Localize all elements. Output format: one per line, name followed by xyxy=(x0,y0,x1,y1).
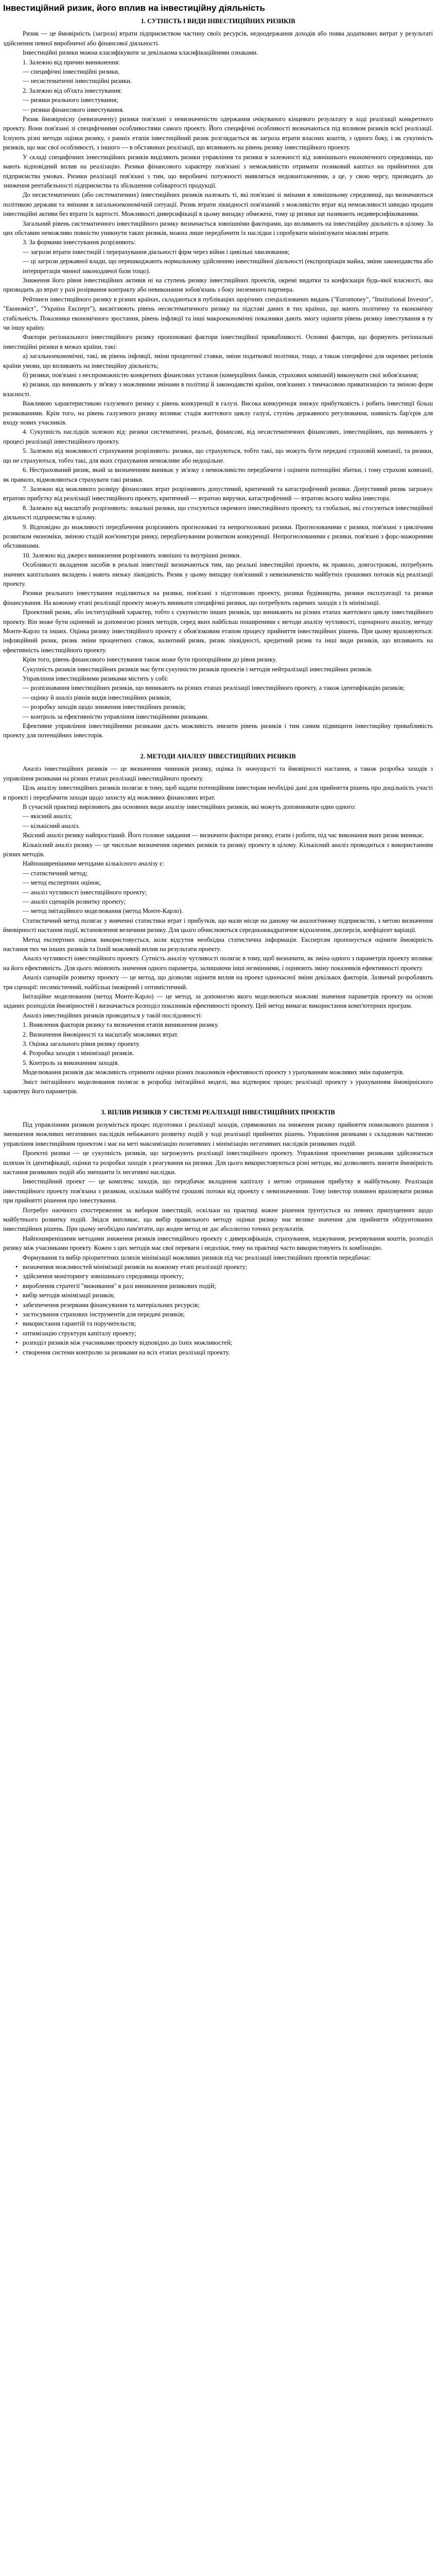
bullet-item: • створення системи контролю за ризиками на всіх етапах реалізації проекту. xyxy=(3,1348,433,1357)
paragraph: 10. Залежно від джерел виникнення розрізняють зовнішні та внутрішні ризики. xyxy=(23,551,241,559)
section-heading: 2. МЕТОДИ АНАЛІЗУ ІНВЕСТИЦІЙНИХ РИЗИКІВ xyxy=(140,752,296,760)
document-title: Інвестиційний ризик, його вплив на інвестиційну діяльність xyxy=(3,3,265,13)
paragraph: До несистематичних (або систематичних) інвестиційних ризиків належать ті, які пов'язані зі змінами в зовнішньому середовищі, що визначаються політикою держави та змінами в загальноекономічній ситуації. Ризик втрати ліквідності пов'язаний з можливістю втрат від неможливості швидко продати інвестиційні активи без втрати їх вартості. Можливості диверсифікації в цьому випадку обмежені, тому ці ризики ще називають недиверсифікованими. xyxy=(3,191,433,218)
paragraph: Статистичний метод полягає у вивченні статистики втрат і прибутків, що мали місце на даному чи аналогічному підприємстві, з метою визначення ймовірності настання події, встановлення величини ризику. Для цього обчислюються середньоквадратичне відхилення, дисперсія, коефіцієнт варіації. xyxy=(3,917,433,934)
paragraph: Ризик — це ймовірність (загроза) втрати підприємством частину своїх ресурсів, недоодержання доходів або поява додаткових витрат у результаті здійснення певної виробничої або фінансової діяльності. xyxy=(3,30,433,47)
list-item: — ризики фінансового інвестування. xyxy=(23,106,125,113)
paragraph: Формування та вибір пріоритетних шляхів мінімізації можливих ризиків під час реалізації інвестиційних проектів передбачає: xyxy=(23,1253,371,1261)
bullet-item: • вироблення стратегії "виживання" в разі виникнення ризикових подій; xyxy=(3,1281,433,1291)
list-item: 2. Визначення ймовірності та масштабу можливих втрат. xyxy=(23,1030,179,1038)
paragraph: Імітаційне моделювання (метод Монте-Карло) — це метод, за допомогою якого моделюються можливі значення параметрів проекту на основі заданих розподілів ймовірностей і визначається розподіл показників ефективності проекту. Цей метод вимагає використання комп'ютерних програм. xyxy=(3,993,433,1010)
list-item: — ці загрози державної влади, що перешкоджають нормальному здійсненню інвестиційної діяльності (експропріація майна, зміни законодавства або інтерпретація чинної законодавчої бази тощо). xyxy=(23,258,433,275)
paragraph: Якісний аналіз ризику найпростіший. Його головне завдання — визначити фактори ризику, етапи і роботи, під час виконання яких ризик виникає. xyxy=(23,832,425,839)
paragraph: 8. Залежно від масштабу розрізняють: локальні ризики, що стосуються окремого інвестиційного проекту, та глобальні, які стосуються інвестиційної діяльності підприємства в цілому. xyxy=(3,504,433,521)
paragraph: Аналіз чутливості інвестиційного проекту. Сутність аналізу чутливості полягає в тому, щоб визначити, як зміна одного з параметрів проекту впливає на його ефективність. Для цього змінюють значення одного параметра, залишаючи інші незмінними, і оцінюють зміну показників ефективності проекту. xyxy=(3,955,433,972)
paragraph: Крім того, рівень фінансового інвестування також може бути пропорційним до рівня ризику. xyxy=(23,656,277,664)
list-item: — статистичний метод; xyxy=(23,869,88,877)
paragraph: Сукупність ризиків інвестиційних ризиків має бути сукупністю ризиків проектів і методів нейтралізації інвестиційних ризиків. xyxy=(23,665,373,673)
paragraph: Під управлінням ризиком розуміється процес підготовки і реалізації заходів, спрямованих на зниження ризику прийняття помилкового рішення і зменшення можливих негативних наслідків небажаного розвитку подій у ході реалізації прийнятих рішень. Управління ризиками є складовою частиною управління інвестиційним проектом і має на меті максимізацію позитивних і мінімізацію негативних наслідків ризикових подій. xyxy=(3,1121,433,1147)
paragraph: Управління інвестиційними ризиками містить у собі: xyxy=(23,675,169,683)
paragraph: а) загальноекономічні, такі, як рівень інфляції, зміни процентної ставки, зміни податкової політики, тощо, а також специфічні для окремих регіонів країни умови, що впливають на інвестиційну діяльність; xyxy=(3,352,433,369)
section-heading: 1. СУТНІСТЬ І ВИДИ ІНВЕСТИЦІЙНИХ РИЗИКІВ xyxy=(141,18,295,25)
paragraph: Найпоширенішими методами зниження ризиків інвестиційного проекту є диверсифікація, страхування, хеджування, резервування коштів, розподіл ризику між учасниками проекту. Кожен з цих методів має свої переваги і недоліки, тому на практиці часто використовують їх комбінацію. xyxy=(3,1234,433,1252)
bullet-item: • вибір методів мінімізації ризиків; xyxy=(3,1291,433,1300)
bullet-item: • оптимізацію структури капіталу проекту; xyxy=(3,1329,433,1338)
paragraph: 4. Сукупність наслідків залежно від: ризики систематичні, реальні, фінансові, від несистематичних фінансових, інвестиційних, що виникають у процесі реалізації інвестиційного проекту. xyxy=(3,428,433,445)
bullet-item: • розподіл ризиків між учасниками проекту відповідно до їхніх можливостей; xyxy=(3,1338,433,1347)
bullet-item: • забезпечення резервами фінансування та матеріальних ресурсів; xyxy=(3,1300,433,1310)
paragraph: Проектні ризики — це сукупність ризиків, що загрожують реалізації інвестиційного проекту. Управління проектними ризиками здійснюється шляхом їх ідентифікації, оцінки та розробки заходів з реагування на ризики. Для цього використовуються різні методи, які дозволяють знизити ймовірність настання ризикових подій або зменшити їх негативні наслідки. xyxy=(3,1149,433,1176)
paragraph: 5. Залежно від можливості страхування розрізняють: ризики, що страхуються, тобто такі, що можуть бути передані страховій компанії, та ризики, що не страхуються, тобто такі, для яких страхування неможливе або недоцільне. xyxy=(3,447,433,464)
list-item: — розробку заходів щодо зниження інвестиційних ризиків; xyxy=(23,703,186,711)
list-item: — аналіз чутливості інвестиційного проекту; xyxy=(23,888,147,896)
paragraph: Зміст імітаційного моделювання полягає в розробці імітаційної моделі, яка відтворює процес реалізації проекту з урахуванням ймовірнісного характеру його параметрів. xyxy=(3,1078,433,1095)
paragraph: Фактори регіонального інвестиційного ризику пропоновані фактори інвестиційної привабливості. Основні фактори, що формують регіональні інвестиційні ризики в межах країни, такі: xyxy=(3,333,433,350)
list-item: 5. Контроль за виконанням заходів. xyxy=(23,1059,119,1066)
paragraph: Аналіз інвестиційних ризиків — це визначення чинників ризику, оцінка їх значущості та ймовірності настання, а також розробка заходів з управління ризиками на різних етапах реалізації інвестиційного проекту. xyxy=(3,765,433,782)
paragraph: Кількісний аналіз ризику — це чисельне визначення окремих ризиків та ризику проекту в цілому. Кількісний аналіз проводиться з використанням різних методів. xyxy=(3,841,433,858)
paragraph: Аналіз інвестиційних ризиків проводиться у такій послідовності: xyxy=(23,1011,203,1019)
paragraph: Важливою характеристикою галузевого ризику є рівень конкуренції в галузі. Висока конкуренція знижує прибутковість і робить інвестиції більш ризикованими. Крім того, на рівень галузевого ризику впливає стадія життєвого циклу галузі, ступінь державного регулювання, наявність бар'єрів для входу нових учасників. xyxy=(3,400,433,427)
paragraph: Загальний рівень систематичного інвестиційного ризику визначається зовнішніми факторами, що впливають на інвестиційну діяльність в цілому. За цих обставин неможливо повністю уникнути таких ризиків, можна лише передбачити їх наслідки і спробувати мінімізувати можливі втрати. xyxy=(3,219,433,236)
list-item: 2. Залежно від об'єкта інвестування: xyxy=(23,87,123,94)
section-heading: 3. ВПЛИВ РИЗИКІВ У СИСТЕМІ РЕАЛІЗАЦІЇ ІНВЕСТИЦІЙНИХ ПРОЕКТІВ xyxy=(101,1108,335,1116)
list-item: 3. За формами інвестування розрізняють: xyxy=(23,239,136,246)
paragraph: Рейтинги інвестиційного ризику в різних країнах, складаються в публікаціях щорічних спеціалізованих видань ("Euromoney", "Institutional Investor", "Економіст", "Україна Експерт"), висвітлюють рівень несистематичного ризику на підставі даних в тих країнах, що мають політичну та економічну стабільність. Показники економічного зростання, рівень інфляції та інші макроекономічні показники дають змогу оцінити рівень ризику інвестування в ту чи іншу країну. xyxy=(3,295,433,331)
paragraph: Ризики реального інвестування поділяються на ризики, пов'язані з підготовкою проекту, ризики будівництва, ризики експлуатації та ризики фінансування. На кожному етапі реалізації проекту можуть виникати специфічні ризики, що потребують окремих заходів з їх мінімізації. xyxy=(3,589,433,606)
paragraph: Ефективне управління інвестиційними ризиками дасть можливість знизити рівень ризиків і тим самим підвищити інвестиційну привабливість проекту для потенційних інвесторів. xyxy=(3,722,433,739)
list-item: 1. Виявлення факторів ризику та визначення етапів виникнення ризику. xyxy=(23,1021,219,1029)
list-item: — ризики реального інвестування; xyxy=(23,96,118,104)
paragraph: Моделювання ризиків дає можливість отримати оцінки різних показників ефективності проекту з урахуванням можливих змін параметрів. xyxy=(23,1069,404,1076)
bullet-item: • визначення можливостей мінімізації ризиків на кожному етапі реалізації проекту; xyxy=(3,1262,433,1272)
list-item: — аналіз сценаріїв розвитку проекту; xyxy=(23,897,126,905)
list-item: — розпізнавання інвестиційних ризиків, що виникають на різних етапах реалізації інвестиційного проекту, а також ідентифікацію ризиків; xyxy=(23,684,405,692)
paragraph: 9. Відповідно до можливості передбачення розрізняють прогнозовані та непрогнозовані ризики. Прогнозованими є ризики, пов'язані з циклічним розвитком економіки, зміною стадій кон'юнктури ринку, передбачуваним розвитком конкуренції. Непрогнозованими є ризики, пов'язані з форс-мажорними обставинами. xyxy=(3,523,433,550)
paragraph: Аналіз сценаріїв розвитку проекту — це метод, що дозволяє оцінити вплив на проект одночасної зміни декількох факторів. Зазвичай розробляють три сценарії: песимістичний, найбільш імовірний і оптимістичний. xyxy=(3,974,433,991)
paragraph: Особливості вкладення засобів в реальні інвестиції визначаються тим, що реальні інвестиційні проекти, як правило, довгострокові, потребують значних капітальних вкладень і мають низьку ліквідність. Ризик у цьому випадку пов'язаний з невизначеністю майбутніх грошових потоків від реалізації проекту. xyxy=(3,561,433,587)
bullet-item: • використання гарантій та поручительств; xyxy=(3,1319,433,1328)
paragraph: 6. Нестрахований ризик, який за визначенням виникає у зв'язку з неможливістю передбачити і оцінити потенційні збитки, і тому страхові компанії, як правило, відмовляються страхувати такі ризики. xyxy=(3,466,433,483)
paragraph: Інвестиційні ризики можна класифікувати за декількома класифікаційними ознаками. xyxy=(23,49,258,57)
paragraph: Найпоширенішими методами кількісного аналізу є: xyxy=(23,860,164,868)
list-item: — метод імітаційного моделювання (метод Монте-Карло). xyxy=(23,907,183,915)
bullet-item: • застосування страхових інструментів для передачі ризиків; xyxy=(3,1310,433,1319)
paragraph: 7. Залежно від можливого розміру фінансових втрат розрізняють допустимий, критичний та катастрофічний ризики. Допустимий ризик загрожує втратою прибутку від реалізації інвестиційного проекту, критичний — втратою виручки, катастрофічний — втратою всього майна інвестора. xyxy=(3,485,433,502)
paragraph: в) ризики, що виникають у зв'язку з можливими змінами в політиці й законодавстві країни, пов'язаних з тимчасовою приватизацією та зміною форм власності. xyxy=(3,381,433,398)
list-item: 1. Залежно від причин виникнення: xyxy=(23,58,120,66)
paragraph: Інвестиційний проект — це комплекс заходів, що передбачає вкладення капіталу з метою отримання прибутку в майбутньому. Реалізація інвестиційного проекту пов'язана з ризиком, оскільки майбутні грошові потоки від проекту є невизначеними. Тому інвестор повинен враховувати ризики при прийнятті рішення про інвестування. xyxy=(3,1178,433,1205)
list-item: — контроль за ефективністю управління інвестиційними ризиками. xyxy=(23,713,209,720)
paragraph: У складі специфічних інвестиційних ризиків виділяють ризики управління та ризики в залежності від зовнішнього економічного середовища, що мають відповідний вплив на реалізацію. Ризики фінансового характеру пов'язані з неможливістю отримати позиковий капітал на прийнятних для підприємства умовах. Ризики реалізації пов'язані з тим, що виробничі потужності виявляться недовантаженими, а це, у свою чергу, призводить до зниження рентабельності підприємства та збільшення собівартості продукції. xyxy=(3,153,433,189)
list-item: — несистематичні інвестиційні ризики. xyxy=(23,77,132,85)
list-item: — специфічні інвестиційні ризики, xyxy=(23,68,120,76)
paragraph: Проектний ризик, або інституційний характер, тобто є сукупністю інших ризиків, що виникають на різних етапах життєвого циклу інвестиційного проекту. Він може бути оцінений за допомогою різних методів, серед яких найбільш поширеними є методи аналізу чутливості, сценарного аналізу, методу Монте-Карло та інших. Оцінка ризику інвестиційного проекту є обов'язковим етапом процесу прийняття інвестиційних рішень. При цьому враховуються: інфляційний ризик, ризик зміни процентних ставок, валютний ризик, ризик ліквідності, кредитний ризик та інші види ризиків, що впливають на ефективність інвестиційного проекту. xyxy=(3,608,433,654)
paragraph: Ризик ймовірнісну (невизначену) ризики пов'язані з невизначеністю одержання очікуваного кінцевого результату в ході реалізації конкретного проекту. Вони пов'язані зі специфічними особливостями самого проекту. Його специфічні особливості визначаються під впливом ризиків всієї реалізації. Існують різні методи оцінки ризику, з ранніх етапів інвестиційний ризик розглядається як загроза втрати власних коштів, з одного боку, і як сукупність ризиків, що має свої особливості, з іншого — в обставинах реалізації, що впливають на рівень ризику інвестиційного проекту. xyxy=(3,115,433,151)
list-item: — якісний аналіз; xyxy=(23,812,72,820)
paragraph: В сучасній практиці вирізняють два основних види аналізу інвестиційних ризиків, які можуть доповнювати один одного: xyxy=(23,803,356,810)
paragraph: б) ризики, пов'язані з неспроможністю конкретних фінансових установ (комерційних банків, страхових компаній) виконувати свої зобов'язання; xyxy=(23,371,419,379)
list-item: — кількісний аналіз. xyxy=(23,822,80,829)
list-item: — метод експертних оцінок; xyxy=(23,879,101,887)
paragraph: Ціль аналізу інвестиційних ризиків полягає в тому, щоб надати потенційним інвесторам необхідні дані для прийняття рішень про доцільність участі в проекті і передбачити заходи щодо захисту від можливих фінансових втрат. xyxy=(3,784,433,801)
paragraph: Зниження його рівня інвестиційних активів ні на ступень ризику інвестиційних проектів, окремі видатки та конфіскація будь-якої власності, яка призводить до втрат у разі розірвання контракту або невиконання зобов'язань з боку іноземного партнера. xyxy=(3,276,433,294)
bullet-item: • здійснення моніторингу зовнішнього середовища проекту; xyxy=(3,1272,433,1281)
list-item: 3. Оцінка загального рівня ризику проекту. xyxy=(23,1040,141,1048)
list-item: 4. Розробка заходів з мінімізації ризиків. xyxy=(23,1049,134,1057)
list-item: — оцінку й аналіз рівнів видів інвестиційних ризиків; xyxy=(23,693,171,701)
list-item: — загрози втрати інвестицій і перерахування діяльності фірм через війни і цивільні хвилювання; xyxy=(23,248,290,256)
paragraph: Потребує наочного спостереження за вибором інвестицій, оскільки на практиці кожне рішення ґрунтується на певних припущеннях щодо майбутнього розвитку подій. Звідси випливає, що вибір правильного методу оцінки ризику має велике значення для прийняття обґрунтованих інвестиційних рішень. При цьому необхідно пам'ятати, що жоден метод не дає абсолютно точних результатів. xyxy=(3,1206,433,1233)
document-body xyxy=(3,16,433,1357)
paragraph: Метод експертних оцінок використовується, коли відсутня необхідна статистична інформація. Експертам пропонується оцінити ймовірність настання тих чи інших ризиків та їхній можливий вплив на результати проекту. xyxy=(3,936,433,953)
